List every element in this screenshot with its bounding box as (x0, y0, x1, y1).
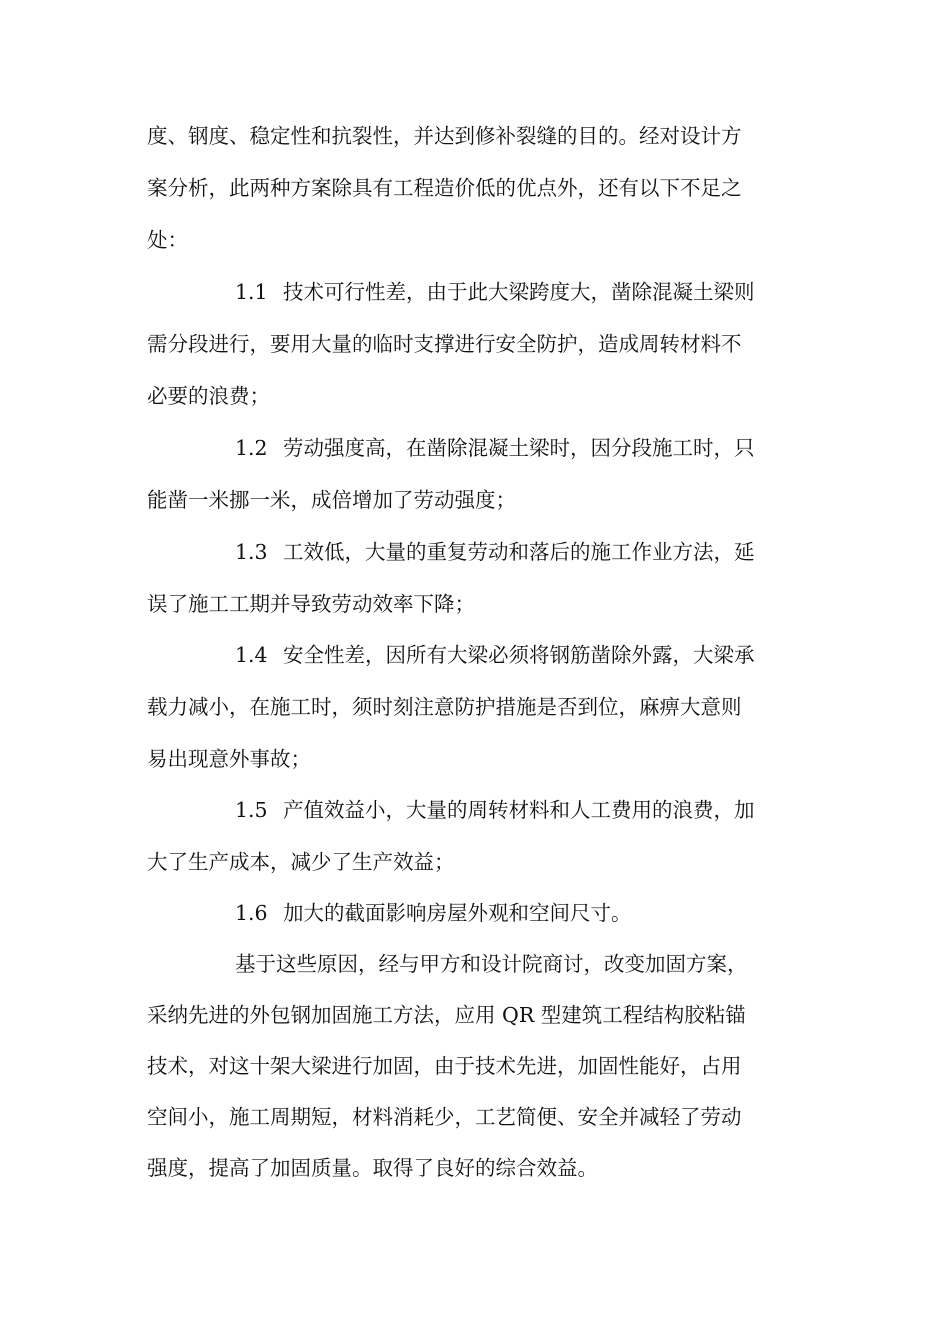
text-line: 处： (147, 228, 188, 252)
text-line: 能凿一米挪一米，成倍增加了劳动强度； (147, 488, 516, 512)
text-line: 载力减小，在施工时，须时刻注意防护措施是否到位，麻痹大意则 (147, 695, 742, 719)
list-item-1-6 (235, 898, 632, 928)
list-item-1-5 (235, 795, 755, 825)
item-number: 1.3 (235, 540, 268, 564)
item-number: 1.1 (235, 280, 268, 304)
list-item-1-1 (235, 277, 755, 307)
text-line: 大了生产成本，减少了生产效益； (147, 850, 455, 874)
text-line: 劳动强度高，在凿除混凝土梁时，因分段施工时，只 (283, 436, 755, 460)
item-number: 1.5 (235, 798, 268, 822)
text-line: 案分析，此两种方案除具有工程造价低的优点外，还有以下不足之 (147, 176, 742, 200)
text-line: 强度，提高了加固质量。取得了良好的综合效益。 (147, 1156, 598, 1180)
text-line: 误了施工工期并导致劳动效率下降； (147, 592, 475, 616)
text-line: 加大的截面影响房屋外观和空间尺寸。 (283, 901, 632, 925)
list-item-1-3 (235, 537, 755, 567)
text-line: 技术，对这十架大梁进行加固，由于技术先进，加固性能好，占用 (147, 1054, 742, 1078)
text-line: 安全性差，因所有大梁必须将钢筋凿除外露，大梁承 (283, 643, 755, 667)
item-number: 1.4 (235, 643, 268, 667)
text-line: 工效低，大量的重复劳动和落后的施工作业方法，延 (283, 540, 755, 564)
text-line: 需分段进行，要用大量的临时支撑进行安全防护，造成周转材料不 (147, 332, 742, 356)
item-number: 1.2 (235, 436, 268, 460)
text-line: 产值效益小，大量的周转材料和人工费用的浪费，加 (283, 798, 755, 822)
text-line: 必要的浪费； (147, 384, 270, 408)
list-item-1-2 (235, 433, 755, 463)
text-line: 基于这些原因，经与甲方和设计院商讨，改变加固方案， (235, 952, 748, 976)
text-line: 空间小，施工周期短，材料消耗少，工艺简便、安全并减轻了劳动 (147, 1105, 742, 1129)
text-line: 易出现意外事故； (147, 747, 311, 771)
list-item-1-4 (235, 640, 755, 670)
text-line: 技术可行性差，由于此大梁跨度大，凿除混凝土梁则 (283, 280, 755, 304)
text-line: 度、钢度、稳定性和抗裂性，并达到修补裂缝的目的。经对设计方 (147, 124, 742, 148)
text-line: 采纳先进的外包钢加固施工方法，应用 QR 型建筑工程结构胶粘锚 (147, 1003, 746, 1027)
item-number: 1.6 (235, 901, 268, 925)
